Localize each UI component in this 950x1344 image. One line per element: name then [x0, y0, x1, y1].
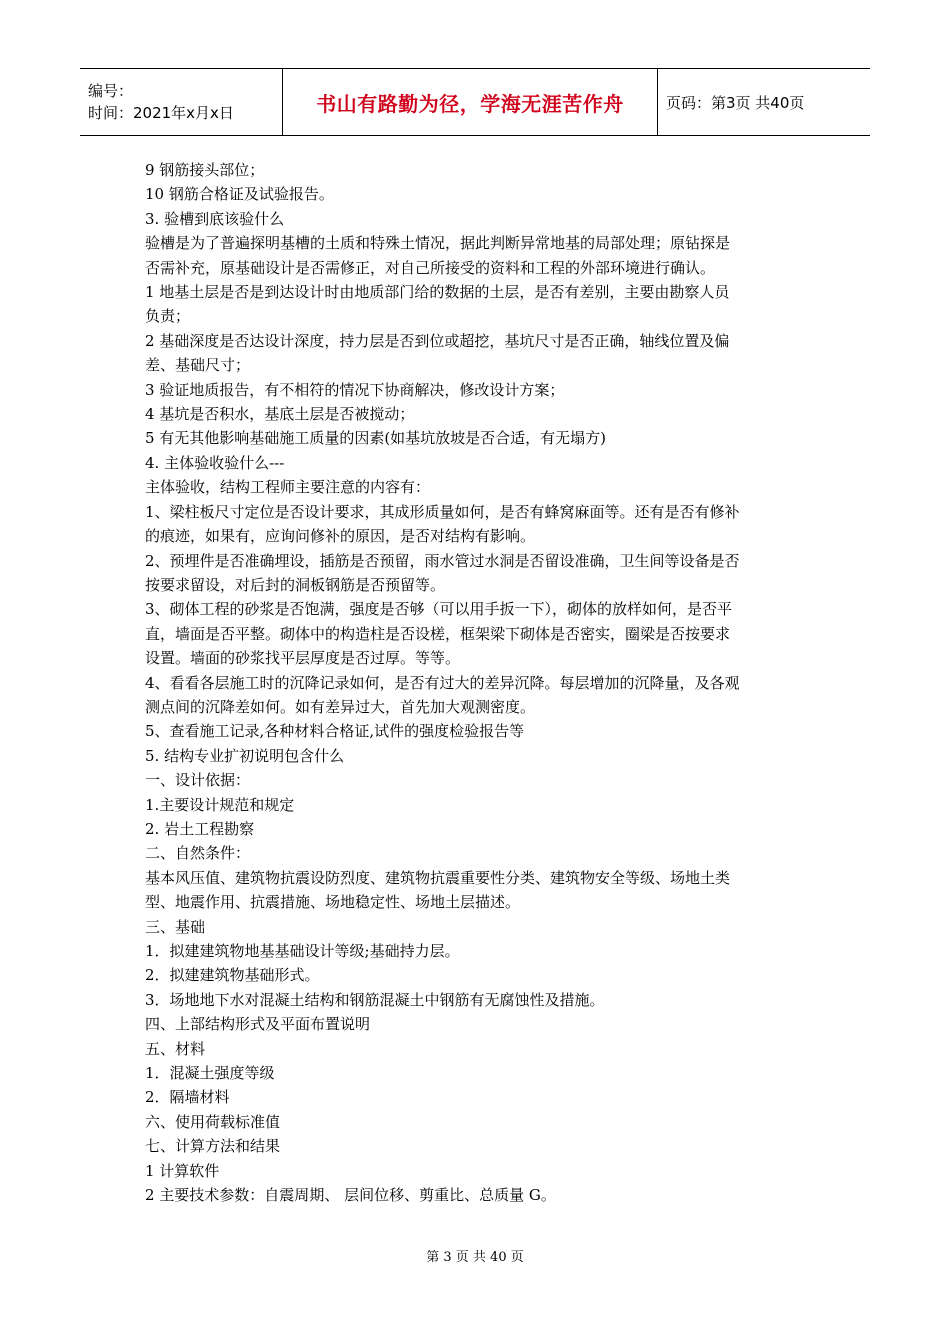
header-left-cell	[80, 69, 282, 135]
body-text-line: 1．拟建建筑物地基基础设计等级;基础持力层。	[145, 942, 460, 960]
body-text-line: 型、地震作用、抗震措施、场地稳定性、场地土层描述。	[145, 893, 521, 912]
body-text-line: 1、梁柱板尺寸定位是否设计要求，其成形质量如何，是否有蜂窝麻面等。还有是否有修补	[145, 502, 740, 521]
body-text-line: 五、材料	[145, 1039, 206, 1058]
body-text-line: 测点间的沉降差如何。如有差异过大，首先加大观测密度。	[145, 697, 536, 716]
body-text-line: 2 基础深度是否达设计深度，持力层是否到位或超挖，基坑尺寸是否正确，轴线位置及偏	[145, 331, 730, 350]
body-text-line: 三、基础	[145, 917, 206, 936]
body-text-line: 验槽是为了普遍探明基槽的土质和特殊土情况，据此判断异常地基的局部处理；原钻探是	[145, 234, 731, 253]
body-text-line: 负责；	[145, 307, 191, 326]
body-text-line: 差、基础尺寸；	[145, 356, 251, 375]
body-text-line: 5、查看施工记录,各种材料合格证,试件的强度检验报告等	[145, 722, 525, 741]
document-time-label: 时间：2021年x月x日	[88, 104, 234, 122]
page-header	[80, 68, 870, 136]
body-text-line: 2．隔墙材料	[145, 1088, 230, 1107]
body-text-line: 4 基坑是否积水，基底土层是否被搅动；	[145, 405, 415, 424]
header-right-cell	[658, 69, 870, 135]
body-text-line: 9 钢筋接头部位；	[145, 161, 265, 179]
header-motto-cell	[282, 69, 658, 135]
body-text-line: 1．混凝土强度等级	[145, 1064, 275, 1083]
header-page-label: 页码：第3页 共40页	[666, 93, 805, 112]
body-text-line: 直，墙面是否平整。砌体中的构造柱是否设槎，框架梁下砌体是否密实，圈梁是否按要求	[145, 624, 731, 643]
body-text-line: 2．拟建建筑物基础形式。	[145, 966, 320, 985]
body-text-line: 主体验收，结构工程师主要注意的内容有：	[145, 478, 431, 497]
body-text-line: 二、自然条件：	[145, 844, 251, 863]
body-text-line: 5 有无其他影响基础施工质量的因素(如基坑放坡是否合适，有无塌方)	[145, 429, 607, 448]
body-text-line: 的痕迹，如果有，应询问修补的原因，是否对结构有影响。	[145, 527, 536, 546]
body-text-line: 设置。墙面的砂浆找平层厚度是否过厚。等等。	[145, 649, 461, 668]
body-text-line: 1 地基土层是否是到达设计时由地质部门给的数据的土层，是否有差别，主要由勘察人员	[145, 283, 730, 302]
document-number-label: 编号：	[88, 82, 134, 100]
body-text-line: 3、砌体工程的砂浆是否饱满，强度是否够（可以用手扳一下），砌体的放样如何，是否平	[145, 600, 733, 619]
body-text-line: 3. 验槽到底该验什么	[145, 209, 285, 228]
body-text-line: 1.主要设计规范和规定	[145, 795, 295, 814]
body-text-line: 2 主要技术参数：自震周期、 层间位移、剪重比、总质量 G。	[145, 1186, 556, 1205]
document-body	[145, 158, 810, 1207]
body-text-line: 5. 结构专业扩初说明包含什么	[145, 746, 345, 765]
body-text-line: 1 计算软件	[145, 1161, 220, 1180]
body-text-line: 六、使用荷载标准值	[145, 1112, 281, 1131]
body-text-line: 3．场地地下水对混凝土结构和钢筋混凝土中钢筋有无腐蚀性及措施。	[145, 990, 605, 1009]
body-text-line: 基本风压值、建筑物抗震设防烈度、建筑物抗震重要性分类、建筑物安全等级、场地土类	[145, 868, 731, 887]
body-text-line: 一、设计依据：	[145, 771, 251, 790]
page-footer: 第 3 页 共 40 页	[426, 1250, 524, 1265]
body-text-line: 4. 主体验收验什么---	[145, 453, 285, 472]
body-text-line: 2、预埋件是否准确埋设，插筋是否预留，雨水管过水洞是否留设准确，卫生间等设备是否	[145, 551, 740, 570]
body-text-line: 10 钢筋合格证及试验报告。	[145, 185, 334, 204]
body-text-line: 2. 岩土工程勘察	[145, 819, 255, 838]
body-text-line: 3 验证地质报告，有不相符的情况下协商解决，修改设计方案；	[145, 380, 565, 399]
body-text-line: 七、计算方法和结果	[145, 1137, 281, 1156]
body-text-line: 否需补充，原基础设计是否需修正，对自己所接受的资料和工程的外部环境进行确认。	[145, 258, 716, 277]
body-text-line: 4、看看各层施工时的沉降记录如何，是否有过大的差异沉降。每层增加的沉降量，及各观	[145, 673, 740, 692]
body-text-line: 按要求留设，对后封的洞板钢筋是否预留等。	[145, 575, 446, 594]
header-motto: 书山有路勤为径，学海无涯苦作舟	[316, 91, 624, 116]
body-text-line: 四、上部结构形式及平面布置说明	[145, 1015, 371, 1034]
